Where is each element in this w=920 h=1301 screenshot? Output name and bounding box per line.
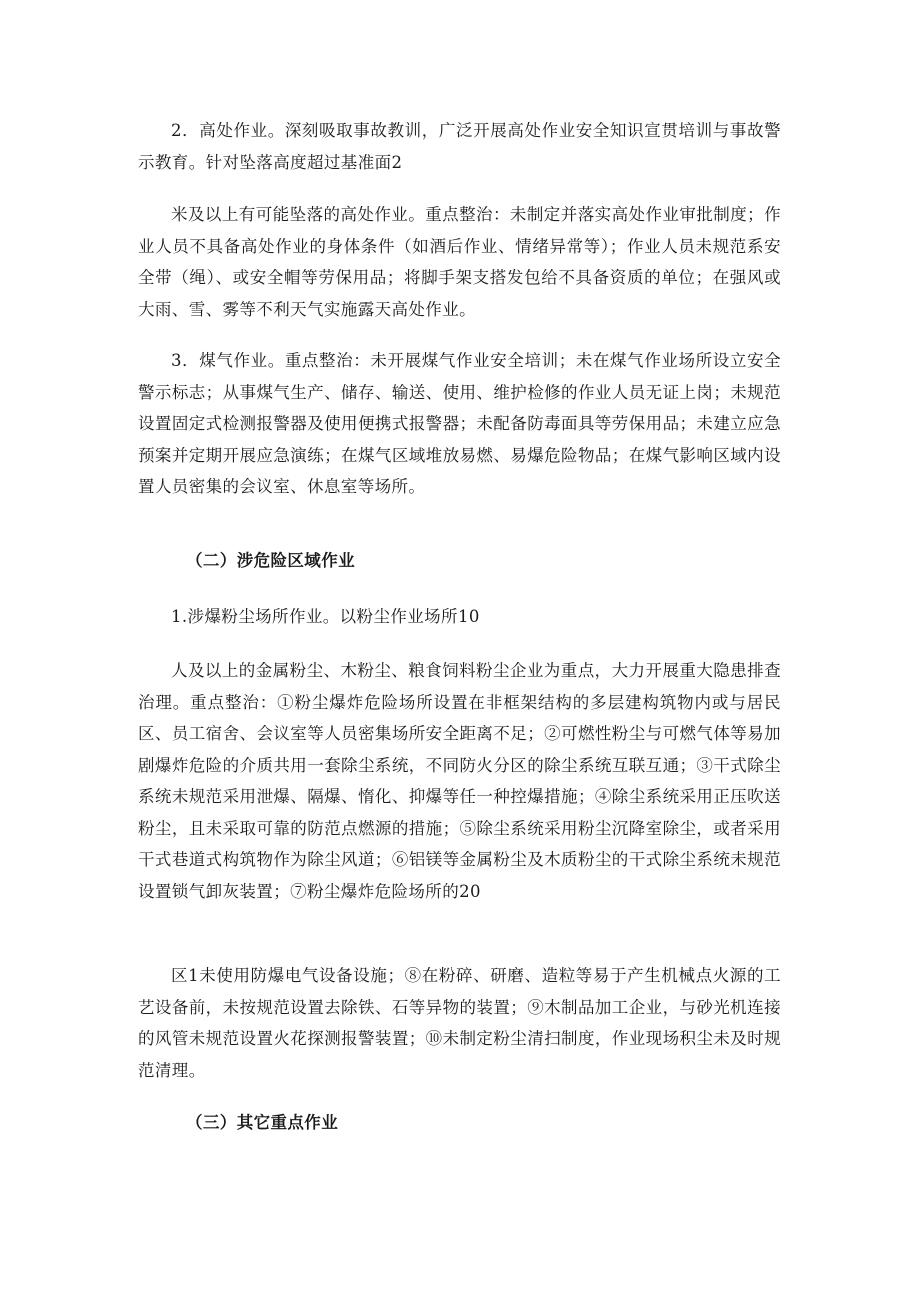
paragraph-high-altitude-work-rectification: 米及以上有可能坠落的高处作业。重点整治：未制定并落实高处作业审批制度；作业人员不具备高处作业的身体条件（如酒后作业、情绪异常等）；作业人员未规范系安全带（绳）、或安全帽等劳保用品；将脚手架支搭发包给不具备资质的单位；在强风或大雨、雪、雾等不利天气实施露天高处作业。 <box>138 205 781 319</box>
section-heading-hazardous-areas: （二）涉危险区域作业 <box>186 551 355 570</box>
paragraph-dust-explosion-continued: 区1未使用防爆电气设备设施；⑧在粉碎、研磨、造粒等易于产生机械点火源的工艺设备前，未按规范设置去除铁、石等异物的装置；⑨木制品加工企业，与砂光机连接的风管未规范设置火花探测报警装置；⑩未制定粉尘清扫制度，作业现场积尘未及时规范清理。 <box>138 966 781 1080</box>
paragraph-dust-explosion-rectification: 人及以上的金属粉尘、木粉尘、粮食饲料粉尘企业为重点，大力开展重大隐患排查治理。重点整治：①粉尘爆炸危险场所设置在非框架结构的多层建构筑物内或与居民区、员工宿舍、会议室等人员密集场所安全距离不足；②可燃性粉尘与可燃气体等易加剧爆炸危险的介质共用一套除尘系统，不同防火分区的除尘系统互联互通；③干式除尘系统未规范采用泄爆、隔爆、惰化、抑爆等任一种控爆措施；④除尘系统采用正压吹送粉尘，且未采取可靠的防范点燃源的措施；⑤除尘系统采用粉尘沉降室除尘，或者采用干式巷道式构筑物作为除尘风道；⑥铝镁等金属粉尘及木质粉尘的干式除尘系统未规范设置锁气卸灰装置；⑦粉尘爆炸危险场所的20 <box>138 661 781 901</box>
paragraph-high-altitude-work-intro: 2．高处作业。深刻吸取事故教训，广泛开展高处作业安全知识宣贯培训与事故警示教育。针对坠落高度超过基准面2 <box>138 121 781 172</box>
section-heading-other-key-work: （三）其它重点作业 <box>186 1113 339 1132</box>
paragraph-gas-work: 3．煤气作业。重点整治：未开展煤气作业安全培训；未在煤气作业场所设立安全警示标志；从事煤气生产、储存、输送、使用、维护检修的作业人员无证上岗；未规范设置固定式检测报警器及使用便携式报警器；未配备防毒面具等劳保用品；未建立应急预案并定期开展应急演练；在煤气区域堆放易燃、易爆危险物品；在煤气影响区域内设置人员密集的会议室、休息室等场所。 <box>138 351 781 496</box>
paragraph-dust-explosion-intro: 1.涉爆粉尘场所作业。以粉尘作业场所10 <box>171 607 480 626</box>
